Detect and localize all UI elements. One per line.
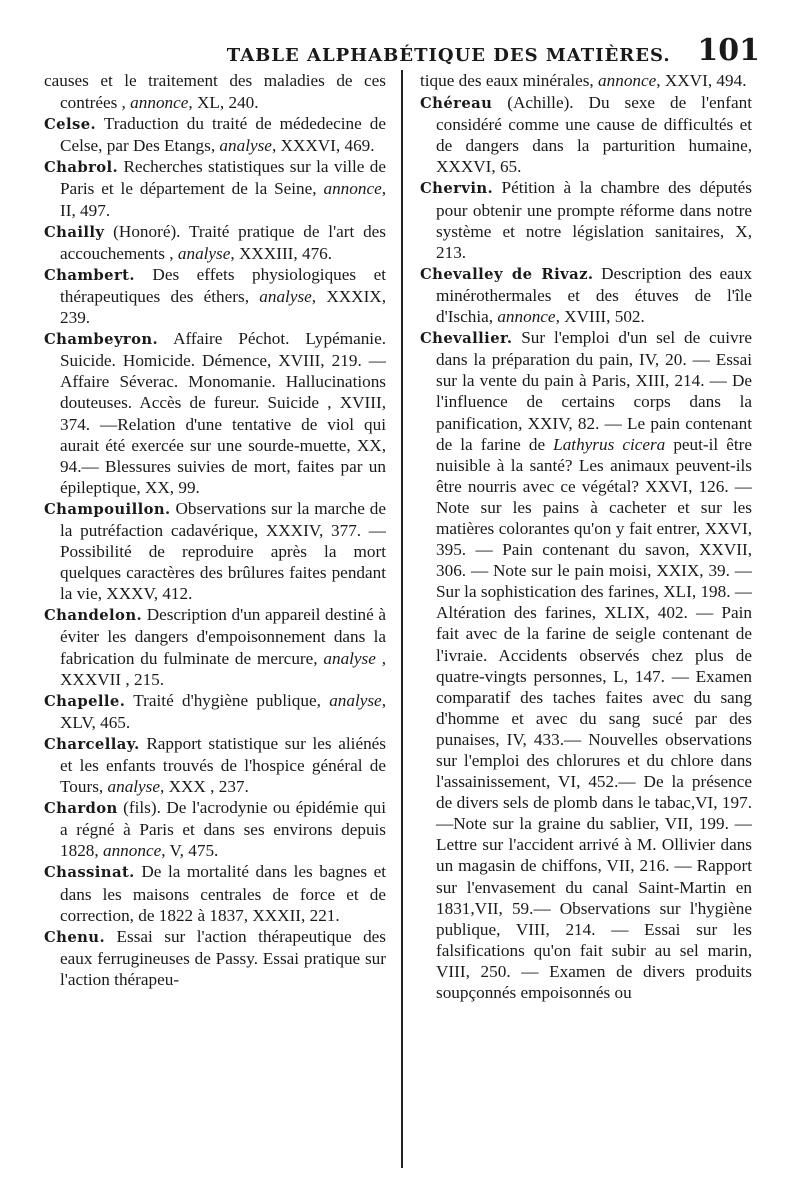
index-entry: Chervin. Pétition à la chambre des députés pour obtenir une prompte réforme dans notre système et notre législation sanitaires, X, 213. bbox=[420, 178, 752, 262]
running-header bbox=[40, 30, 760, 66]
index-entry: Chambeyron. Affaire Péchot. Lypémanie. Suicide. Homicide. Démence, XVIII, 219. — Affaire Séverac. Monomanie. Hallucinations douteuses. Accès de fureur. Suicide , XVIII, 374. —Relation d'une tentative de viol qui aurait été exercée sur une sourde-muette, XX, 94.— Blessures suivies de mort, faites par un épileptique, XX, 99. bbox=[44, 329, 386, 497]
index-entry: Chabrol. Recherches statistiques sur la ville de Paris et le département de la Seine, annonce, II, 497. bbox=[44, 157, 386, 220]
index-entry: tique des eaux minérales, annonce, XXVI, 494. bbox=[420, 71, 747, 90]
running-title: TABLE ALPHABÉTIQUE DES MATIÈRES. bbox=[226, 45, 671, 66]
page-number: 101 bbox=[697, 33, 760, 68]
left-column bbox=[44, 70, 386, 1180]
index-entry: Chevalley de Rivaz. Description des eaux minérothermales et des étuves de l'île d'Ischia, annonce, XVIII, 502. bbox=[420, 263, 752, 327]
index-entry: Charcellay. Rapport statistique sur les aliénés et les enfants trouvés de l'hospice général de Tours, analyse, XXX , 237. bbox=[44, 733, 386, 797]
index-entry: Chevallier. Sur l'emploi d'un sel de cuivre dans la préparation du pain, IV, 20. — Essai sur la vente du pain à Paris, XIII, 214. — De l'influence de certains corps dans la panification, XXIV, 82. — Le pain contenant de la farine de Lathyrus cicera peut-il être nuisible à la santé? Les animaux peuvent-ils être nourris avec ce végétal? XXVI, 126. — Note sur les pains à cacheter et sur les matières colorantes qu'on y fait entrer, XXVI, 395. — Pain contenant du savon, XXVII, 306. — Note sur le pain moisi, XXIX, 39. — Sur la sophistication des farines, XLI, 198. — Altération des farines, XLIX, 402. — Pain fait avec de la farine de seigle contenant de l'ivraie. Accidents observés chez plus de quatre-vingts personnes, L, 147. — Examen comparatif des taches faites avec du sang d'homme et avec du sang sucé par des punaises, IV, 433.— Nouvelles observations sur l'emploi des chlorures et du chlore dans l'assainissement, VI, 452.— De la présence de divers sels de plomb dans le tabac,VI, 197.—Note sur la graine du sablier, VII, 199. — Lettre sur l'accident arrivé à M. Ollivier dans un magasin de chiffons, VII, 216. — Rapport sur l'envasement du canal Saint-Martin en 1831,VII, 59.— Observations sur l'hygiène publique, VIII, 214. — Essai sur les falsifications qu'on fait subir au sel marin, VIII, 250. — Examen de divers produits soupçonnés empoisonnés ou bbox=[420, 328, 752, 1003]
index-entry: Champouillon. Observations sur la marche de la putréfaction cadavérique, XXXIV, 377. — Possibilité de reproduire après la mort quelques caractères des brûlures faites pendant la vie, XXXV, 412. bbox=[44, 498, 386, 604]
index-entry: Chardon (fils). De l'acrodynie ou épidémie qui a régné à Paris et dans ses environs depuis 1828, annonce, V, 475. bbox=[44, 798, 386, 861]
index-entry: Chambert. Des effets physiologiques et thérapeutiques des éthers, analyse, XXXIX, 239. bbox=[44, 264, 386, 328]
index-entry: Chandelon. Description d'un appareil destiné à éviter les dangers d'empoisonnement dans la fabrication du fulminate de mercure, analyse , XXXVII , 215. bbox=[44, 605, 386, 689]
index-entry: Chailly (Honoré). Traité pratique de l'art des accouchements , analyse, XXXIII, 476. bbox=[44, 221, 386, 263]
index-entry: Chassinat. De la mortalité dans les bagnes et dans les maisons centrales de force et de correction, de 1822 à 1837, XXXII, 221. bbox=[44, 862, 386, 925]
index-entry: Chenu. Essai sur l'action thérapeutique des eaux ferrugineuses de Passy. Essai pratique sur l'action thérapeu- bbox=[44, 926, 386, 989]
index-entry: Celse. Traduction du traité de médedecine de Celse, par Des Etangs, analyse, XXXVI, 469. bbox=[44, 114, 386, 156]
column-divider bbox=[401, 70, 403, 1168]
index-entry: Chapelle. Traité d'hygiène publique, analyse, XLV, 465. bbox=[44, 690, 386, 732]
right-column bbox=[420, 70, 752, 1180]
index-entry: Chéreau (Achille). Du sexe de l'enfant considéré comme une cause de difficultés et de dangers dans la parturition humaine, XXXVI, 65. bbox=[420, 93, 752, 177]
index-entry: causes et le traitement des maladies de ces contrées , annonce, XL, 240. bbox=[44, 71, 386, 113]
